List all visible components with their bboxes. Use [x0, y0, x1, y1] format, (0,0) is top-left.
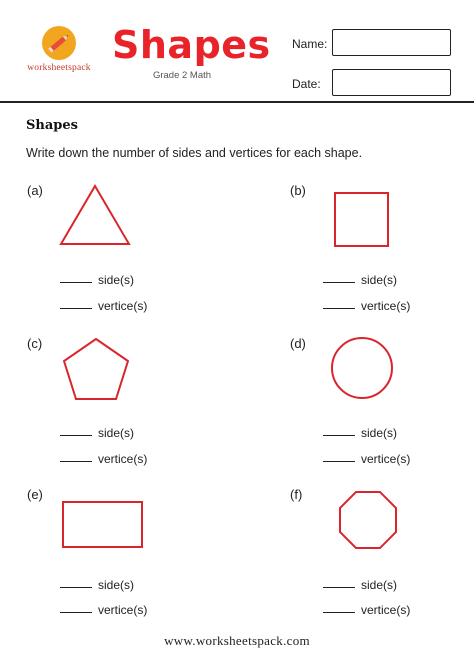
section-title: Shapes [26, 118, 78, 133]
square-shape [333, 191, 391, 249]
answer-sides-b: side(s) [323, 273, 397, 287]
circle-shape [329, 335, 395, 401]
footer-url: www.worksheetspack.com [164, 633, 310, 648]
logo [18, 26, 100, 73]
answer-vertices-a: vertice(s) [60, 299, 147, 313]
pentagon-shape [60, 336, 132, 402]
vertices-blank[interactable] [323, 308, 355, 309]
answer-sides-a: side(s) [60, 273, 134, 287]
header-divider [0, 101, 474, 103]
date-field[interactable] [332, 69, 451, 96]
octagon-shape [337, 489, 399, 551]
sides-blank[interactable] [60, 587, 92, 588]
answer-vertices-d: vertice(s) [323, 452, 410, 466]
item-letter-c: (c) [27, 336, 43, 351]
item-letter-e: (e) [27, 487, 43, 502]
answer-sides-f: side(s) [323, 578, 397, 592]
instructions: Write down the number of sides and vertices for each shape. [26, 146, 363, 160]
item-letter-f: (f) [290, 487, 303, 502]
logo-text: worksheetspack [27, 63, 91, 73]
answer-vertices-c: vertice(s) [60, 452, 147, 466]
item-letter-d: (d) [290, 336, 306, 351]
answer-vertices-b: vertice(s) [323, 299, 410, 313]
answer-sides-d: side(s) [323, 426, 397, 440]
sides-blank[interactable] [60, 435, 92, 436]
rectangle-shape [61, 500, 145, 550]
item-letter-b: (b) [290, 183, 306, 198]
name-label: Name: [292, 37, 328, 51]
triangle-shape [58, 183, 132, 247]
vertices-blank[interactable] [323, 612, 355, 613]
answer-vertices-f: vertice(s) [323, 603, 410, 617]
vertices-blank[interactable] [60, 461, 92, 462]
vertices-blank[interactable] [60, 612, 92, 613]
sides-blank[interactable] [323, 282, 355, 283]
name-field[interactable] [332, 29, 451, 56]
sides-blank[interactable] [60, 282, 92, 283]
item-letter-a: (a) [27, 183, 43, 198]
answer-sides-c: side(s) [60, 426, 134, 440]
vertices-blank[interactable] [60, 308, 92, 309]
answer-vertices-e: vertice(s) [60, 603, 147, 617]
sides-blank[interactable] [323, 435, 355, 436]
vertices-blank[interactable] [323, 461, 355, 462]
answer-sides-e: side(s) [60, 578, 134, 592]
date-label: Date: [292, 77, 321, 91]
pencil-icon [42, 26, 76, 60]
worksheet-subtitle: Grade 2 Math [152, 70, 212, 81]
worksheet-title: Shapes [112, 23, 271, 67]
sides-blank[interactable] [323, 587, 355, 588]
